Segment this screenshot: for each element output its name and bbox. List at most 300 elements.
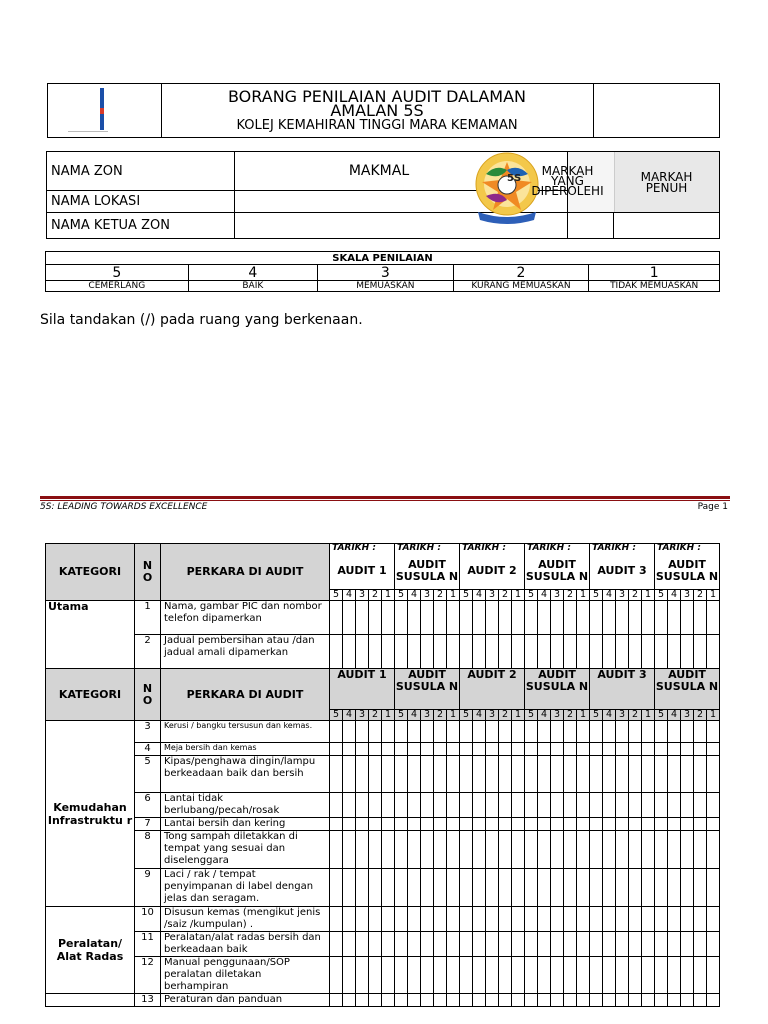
rating-checkbox[interactable] — [642, 932, 655, 957]
rating-checkbox[interactable] — [356, 869, 369, 907]
rating-checkbox[interactable] — [668, 635, 681, 669]
rating-checkbox[interactable] — [421, 818, 434, 831]
rating-checkbox[interactable] — [551, 907, 564, 932]
rating-checkbox[interactable] — [408, 869, 421, 907]
rating-checkbox[interactable] — [707, 818, 720, 831]
rating-checkbox[interactable] — [642, 601, 655, 635]
rating-checkbox[interactable] — [343, 721, 356, 743]
rating-checkbox[interactable] — [473, 756, 486, 793]
rating-checkbox[interactable] — [577, 743, 590, 756]
rating-checkbox[interactable] — [473, 932, 486, 957]
rating-checkbox[interactable] — [460, 818, 473, 831]
rating-checkbox[interactable] — [486, 831, 499, 869]
rating-checkbox[interactable] — [655, 907, 668, 932]
rating-checkbox[interactable] — [616, 756, 629, 793]
rating-checkbox[interactable] — [486, 869, 499, 907]
rating-checkbox[interactable] — [408, 831, 421, 869]
rating-checkbox[interactable] — [590, 994, 603, 1007]
rating-checkbox[interactable] — [486, 907, 499, 932]
rating-checkbox[interactable] — [655, 721, 668, 743]
rating-checkbox[interactable] — [590, 743, 603, 756]
rating-checkbox[interactable] — [577, 635, 590, 669]
rating-checkbox[interactable] — [629, 721, 642, 743]
rating-checkbox[interactable] — [369, 869, 382, 907]
rating-checkbox[interactable] — [408, 994, 421, 1007]
rating-checkbox[interactable] — [499, 932, 512, 957]
rating-checkbox[interactable] — [512, 635, 525, 669]
rating-checkbox[interactable] — [473, 601, 486, 635]
rating-checkbox[interactable] — [434, 907, 447, 932]
rating-checkbox[interactable] — [330, 957, 343, 994]
rating-checkbox[interactable] — [538, 994, 551, 1007]
rating-checkbox[interactable] — [447, 869, 460, 907]
rating-checkbox[interactable] — [538, 869, 551, 907]
rating-checkbox[interactable] — [434, 721, 447, 743]
rating-checkbox[interactable] — [460, 957, 473, 994]
rating-checkbox[interactable] — [655, 743, 668, 756]
rating-checkbox[interactable] — [629, 793, 642, 818]
rating-checkbox[interactable] — [590, 957, 603, 994]
rating-checkbox[interactable] — [473, 721, 486, 743]
rating-checkbox[interactable] — [538, 756, 551, 793]
rating-checkbox[interactable] — [616, 932, 629, 957]
rating-checkbox[interactable] — [525, 756, 538, 793]
rating-checkbox[interactable] — [564, 793, 577, 818]
rating-checkbox[interactable] — [447, 635, 460, 669]
rating-checkbox[interactable] — [395, 907, 408, 932]
rating-checkbox[interactable] — [460, 793, 473, 818]
rating-checkbox[interactable] — [434, 743, 447, 756]
rating-checkbox[interactable] — [577, 869, 590, 907]
rating-checkbox[interactable] — [538, 721, 551, 743]
rating-checkbox[interactable] — [421, 869, 434, 907]
rating-checkbox[interactable] — [525, 907, 538, 932]
rating-checkbox[interactable] — [655, 635, 668, 669]
rating-checkbox[interactable] — [499, 957, 512, 994]
rating-checkbox[interactable] — [369, 721, 382, 743]
rating-checkbox[interactable] — [499, 756, 512, 793]
rating-checkbox[interactable] — [382, 869, 395, 907]
rating-checkbox[interactable] — [499, 721, 512, 743]
rating-checkbox[interactable] — [707, 932, 720, 957]
rating-checkbox[interactable] — [408, 743, 421, 756]
rating-checkbox[interactable] — [603, 932, 616, 957]
rating-checkbox[interactable] — [564, 743, 577, 756]
rating-checkbox[interactable] — [707, 793, 720, 818]
rating-checkbox[interactable] — [668, 831, 681, 869]
rating-checkbox[interactable] — [590, 756, 603, 793]
rating-checkbox[interactable] — [551, 818, 564, 831]
rating-checkbox[interactable] — [642, 721, 655, 743]
rating-checkbox[interactable] — [538, 793, 551, 818]
rating-checkbox[interactable] — [486, 932, 499, 957]
rating-checkbox[interactable] — [551, 721, 564, 743]
rating-checkbox[interactable] — [525, 601, 538, 635]
rating-checkbox[interactable] — [486, 756, 499, 793]
rating-checkbox[interactable] — [408, 907, 421, 932]
rating-checkbox[interactable] — [564, 818, 577, 831]
rating-checkbox[interactable] — [577, 818, 590, 831]
rating-checkbox[interactable] — [369, 793, 382, 818]
rating-checkbox[interactable] — [525, 957, 538, 994]
rating-checkbox[interactable] — [525, 721, 538, 743]
rating-checkbox[interactable] — [460, 831, 473, 869]
rating-checkbox[interactable] — [681, 994, 694, 1007]
rating-checkbox[interactable] — [434, 869, 447, 907]
rating-checkbox[interactable] — [434, 601, 447, 635]
rating-checkbox[interactable] — [629, 869, 642, 907]
rating-checkbox[interactable] — [460, 756, 473, 793]
rating-checkbox[interactable] — [681, 869, 694, 907]
rating-checkbox[interactable] — [382, 756, 395, 793]
rating-checkbox[interactable] — [551, 601, 564, 635]
rating-checkbox[interactable] — [603, 994, 616, 1007]
rating-checkbox[interactable] — [369, 932, 382, 957]
rating-checkbox[interactable] — [681, 756, 694, 793]
rating-checkbox[interactable] — [512, 756, 525, 793]
rating-checkbox[interactable] — [603, 818, 616, 831]
rating-checkbox[interactable] — [603, 957, 616, 994]
rating-checkbox[interactable] — [564, 756, 577, 793]
rating-checkbox[interactable] — [447, 756, 460, 793]
rating-checkbox[interactable] — [460, 743, 473, 756]
rating-checkbox[interactable] — [577, 793, 590, 818]
rating-checkbox[interactable] — [330, 756, 343, 793]
rating-checkbox[interactable] — [395, 994, 408, 1007]
rating-checkbox[interactable] — [564, 831, 577, 869]
rating-checkbox[interactable] — [629, 601, 642, 635]
rating-checkbox[interactable] — [395, 721, 408, 743]
rating-checkbox[interactable] — [512, 721, 525, 743]
rating-checkbox[interactable] — [681, 957, 694, 994]
rating-checkbox[interactable] — [421, 601, 434, 635]
rating-checkbox[interactable] — [603, 743, 616, 756]
rating-checkbox[interactable] — [473, 957, 486, 994]
rating-checkbox[interactable] — [460, 994, 473, 1007]
rating-checkbox[interactable] — [421, 957, 434, 994]
rating-checkbox[interactable] — [395, 869, 408, 907]
rating-checkbox[interactable] — [681, 743, 694, 756]
rating-checkbox[interactable] — [525, 869, 538, 907]
rating-checkbox[interactable] — [382, 793, 395, 818]
rating-checkbox[interactable] — [603, 793, 616, 818]
rating-checkbox[interactable] — [629, 743, 642, 756]
rating-checkbox[interactable] — [473, 818, 486, 831]
rating-checkbox[interactable] — [369, 635, 382, 669]
rating-checkbox[interactable] — [538, 601, 551, 635]
rating-checkbox[interactable] — [434, 635, 447, 669]
rating-checkbox[interactable] — [655, 932, 668, 957]
rating-checkbox[interactable] — [577, 994, 590, 1007]
rating-checkbox[interactable] — [447, 743, 460, 756]
rating-checkbox[interactable] — [694, 601, 707, 635]
rating-checkbox[interactable] — [616, 869, 629, 907]
rating-checkbox[interactable] — [668, 818, 681, 831]
rating-checkbox[interactable] — [603, 721, 616, 743]
rating-checkbox[interactable] — [356, 721, 369, 743]
rating-checkbox[interactable] — [642, 994, 655, 1007]
rating-checkbox[interactable] — [499, 793, 512, 818]
rating-checkbox[interactable] — [512, 601, 525, 635]
rating-checkbox[interactable] — [486, 818, 499, 831]
rating-checkbox[interactable] — [356, 601, 369, 635]
rating-checkbox[interactable] — [551, 793, 564, 818]
rating-checkbox[interactable] — [499, 818, 512, 831]
rating-checkbox[interactable] — [590, 932, 603, 957]
rating-checkbox[interactable] — [447, 994, 460, 1007]
rating-checkbox[interactable] — [577, 831, 590, 869]
rating-checkbox[interactable] — [421, 635, 434, 669]
rating-checkbox[interactable] — [473, 831, 486, 869]
rating-checkbox[interactable] — [382, 721, 395, 743]
rating-checkbox[interactable] — [382, 957, 395, 994]
rating-checkbox[interactable] — [538, 635, 551, 669]
rating-checkbox[interactable] — [616, 957, 629, 994]
rating-checkbox[interactable] — [460, 721, 473, 743]
rating-checkbox[interactable] — [356, 743, 369, 756]
rating-checkbox[interactable] — [707, 635, 720, 669]
rating-checkbox[interactable] — [512, 743, 525, 756]
rating-checkbox[interactable] — [486, 601, 499, 635]
rating-checkbox[interactable] — [356, 907, 369, 932]
rating-checkbox[interactable] — [369, 743, 382, 756]
rating-checkbox[interactable] — [642, 635, 655, 669]
rating-checkbox[interactable] — [330, 601, 343, 635]
rating-checkbox[interactable] — [408, 957, 421, 994]
rating-checkbox[interactable] — [395, 635, 408, 669]
rating-checkbox[interactable] — [590, 793, 603, 818]
rating-checkbox[interactable] — [460, 601, 473, 635]
rating-checkbox[interactable] — [564, 869, 577, 907]
rating-checkbox[interactable] — [369, 907, 382, 932]
rating-checkbox[interactable] — [356, 635, 369, 669]
rating-checkbox[interactable] — [512, 957, 525, 994]
rating-checkbox[interactable] — [421, 831, 434, 869]
rating-checkbox[interactable] — [668, 756, 681, 793]
rating-checkbox[interactable] — [473, 793, 486, 818]
rating-checkbox[interactable] — [356, 932, 369, 957]
rating-checkbox[interactable] — [525, 793, 538, 818]
rating-checkbox[interactable] — [616, 635, 629, 669]
rating-checkbox[interactable] — [408, 756, 421, 793]
rating-checkbox[interactable] — [330, 721, 343, 743]
rating-checkbox[interactable] — [538, 818, 551, 831]
rating-checkbox[interactable] — [655, 957, 668, 994]
rating-checkbox[interactable] — [499, 994, 512, 1007]
rating-checkbox[interactable] — [369, 957, 382, 994]
rating-checkbox[interactable] — [681, 932, 694, 957]
rating-checkbox[interactable] — [564, 932, 577, 957]
rating-checkbox[interactable] — [486, 957, 499, 994]
rating-checkbox[interactable] — [538, 743, 551, 756]
rating-checkbox[interactable] — [343, 818, 356, 831]
rating-checkbox[interactable] — [343, 793, 356, 818]
rating-checkbox[interactable] — [395, 756, 408, 793]
rating-checkbox[interactable] — [551, 831, 564, 869]
rating-checkbox[interactable] — [668, 869, 681, 907]
rating-checkbox[interactable] — [538, 957, 551, 994]
rating-checkbox[interactable] — [395, 818, 408, 831]
rating-checkbox[interactable] — [668, 721, 681, 743]
rating-checkbox[interactable] — [681, 721, 694, 743]
rating-checkbox[interactable] — [460, 635, 473, 669]
rating-checkbox[interactable] — [382, 994, 395, 1007]
rating-checkbox[interactable] — [408, 818, 421, 831]
rating-checkbox[interactable] — [447, 793, 460, 818]
rating-checkbox[interactable] — [369, 756, 382, 793]
rating-checkbox[interactable] — [590, 601, 603, 635]
rating-checkbox[interactable] — [447, 818, 460, 831]
rating-checkbox[interactable] — [629, 957, 642, 994]
rating-checkbox[interactable] — [434, 818, 447, 831]
rating-checkbox[interactable] — [668, 994, 681, 1007]
rating-checkbox[interactable] — [629, 818, 642, 831]
rating-checkbox[interactable] — [564, 635, 577, 669]
rating-checkbox[interactable] — [629, 907, 642, 932]
rating-checkbox[interactable] — [629, 994, 642, 1007]
rating-checkbox[interactable] — [343, 831, 356, 869]
rating-checkbox[interactable] — [499, 743, 512, 756]
rating-checkbox[interactable] — [707, 743, 720, 756]
rating-checkbox[interactable] — [707, 831, 720, 869]
rating-checkbox[interactable] — [382, 932, 395, 957]
rating-checkbox[interactable] — [694, 743, 707, 756]
rating-checkbox[interactable] — [616, 721, 629, 743]
rating-checkbox[interactable] — [447, 907, 460, 932]
rating-checkbox[interactable] — [642, 907, 655, 932]
rating-checkbox[interactable] — [642, 756, 655, 793]
rating-checkbox[interactable] — [395, 793, 408, 818]
rating-checkbox[interactable] — [356, 994, 369, 1007]
rating-checkbox[interactable] — [655, 756, 668, 793]
rating-checkbox[interactable] — [382, 907, 395, 932]
rating-checkbox[interactable] — [395, 957, 408, 994]
rating-checkbox[interactable] — [421, 721, 434, 743]
rating-checkbox[interactable] — [356, 957, 369, 994]
rating-checkbox[interactable] — [421, 907, 434, 932]
rating-checkbox[interactable] — [356, 793, 369, 818]
rating-checkbox[interactable] — [564, 721, 577, 743]
rating-checkbox[interactable] — [564, 601, 577, 635]
rating-checkbox[interactable] — [447, 932, 460, 957]
rating-checkbox[interactable] — [707, 907, 720, 932]
rating-checkbox[interactable] — [356, 818, 369, 831]
rating-checkbox[interactable] — [616, 743, 629, 756]
rating-checkbox[interactable] — [421, 994, 434, 1007]
rating-checkbox[interactable] — [343, 907, 356, 932]
rating-checkbox[interactable] — [330, 635, 343, 669]
rating-checkbox[interactable] — [668, 932, 681, 957]
rating-checkbox[interactable] — [408, 601, 421, 635]
rating-checkbox[interactable] — [525, 994, 538, 1007]
rating-checkbox[interactable] — [525, 743, 538, 756]
rating-checkbox[interactable] — [395, 831, 408, 869]
rating-checkbox[interactable] — [564, 957, 577, 994]
rating-checkbox[interactable] — [681, 907, 694, 932]
rating-checkbox[interactable] — [369, 601, 382, 635]
rating-checkbox[interactable] — [486, 793, 499, 818]
rating-checkbox[interactable] — [421, 756, 434, 793]
rating-checkbox[interactable] — [434, 756, 447, 793]
rating-checkbox[interactable] — [694, 635, 707, 669]
rating-checkbox[interactable] — [395, 743, 408, 756]
rating-checkbox[interactable] — [434, 994, 447, 1007]
rating-checkbox[interactable] — [369, 818, 382, 831]
rating-checkbox[interactable] — [473, 635, 486, 669]
rating-checkbox[interactable] — [330, 818, 343, 831]
rating-checkbox[interactable] — [642, 818, 655, 831]
rating-checkbox[interactable] — [668, 907, 681, 932]
rating-checkbox[interactable] — [694, 793, 707, 818]
rating-checkbox[interactable] — [512, 932, 525, 957]
rating-checkbox[interactable] — [512, 994, 525, 1007]
rating-checkbox[interactable] — [382, 743, 395, 756]
rating-checkbox[interactable] — [330, 907, 343, 932]
rating-checkbox[interactable] — [356, 831, 369, 869]
rating-checkbox[interactable] — [577, 756, 590, 793]
rating-checkbox[interactable] — [330, 831, 343, 869]
rating-checkbox[interactable] — [486, 743, 499, 756]
rating-checkbox[interactable] — [343, 994, 356, 1007]
rating-checkbox[interactable] — [694, 818, 707, 831]
rating-checkbox[interactable] — [499, 907, 512, 932]
rating-checkbox[interactable] — [577, 601, 590, 635]
rating-checkbox[interactable] — [681, 601, 694, 635]
rating-checkbox[interactable] — [473, 994, 486, 1007]
rating-checkbox[interactable] — [603, 635, 616, 669]
rating-checkbox[interactable] — [577, 721, 590, 743]
rating-checkbox[interactable] — [603, 756, 616, 793]
rating-checkbox[interactable] — [538, 907, 551, 932]
rating-checkbox[interactable] — [577, 957, 590, 994]
rating-checkbox[interactable] — [616, 831, 629, 869]
rating-checkbox[interactable] — [434, 932, 447, 957]
rating-checkbox[interactable] — [538, 831, 551, 869]
rating-checkbox[interactable] — [707, 957, 720, 994]
rating-checkbox[interactable] — [707, 601, 720, 635]
rating-checkbox[interactable] — [616, 907, 629, 932]
rating-checkbox[interactable] — [655, 869, 668, 907]
rating-checkbox[interactable] — [551, 756, 564, 793]
rating-checkbox[interactable] — [551, 932, 564, 957]
rating-checkbox[interactable] — [525, 932, 538, 957]
rating-checkbox[interactable] — [434, 793, 447, 818]
rating-checkbox[interactable] — [668, 793, 681, 818]
rating-checkbox[interactable] — [512, 818, 525, 831]
rating-checkbox[interactable] — [616, 818, 629, 831]
rating-checkbox[interactable] — [499, 635, 512, 669]
rating-checkbox[interactable] — [486, 721, 499, 743]
rating-checkbox[interactable] — [343, 957, 356, 994]
rating-checkbox[interactable] — [577, 907, 590, 932]
rating-checkbox[interactable] — [408, 793, 421, 818]
rating-checkbox[interactable] — [369, 994, 382, 1007]
rating-checkbox[interactable] — [590, 831, 603, 869]
rating-checkbox[interactable] — [551, 743, 564, 756]
rating-checkbox[interactable] — [668, 601, 681, 635]
rating-checkbox[interactable] — [343, 601, 356, 635]
rating-checkbox[interactable] — [603, 869, 616, 907]
rating-checkbox[interactable] — [694, 756, 707, 793]
rating-checkbox[interactable] — [694, 907, 707, 932]
rating-checkbox[interactable] — [447, 831, 460, 869]
rating-checkbox[interactable] — [603, 601, 616, 635]
rating-checkbox[interactable] — [330, 869, 343, 907]
rating-checkbox[interactable] — [590, 818, 603, 831]
rating-checkbox[interactable] — [590, 635, 603, 669]
rating-checkbox[interactable] — [499, 601, 512, 635]
rating-checkbox[interactable] — [460, 932, 473, 957]
